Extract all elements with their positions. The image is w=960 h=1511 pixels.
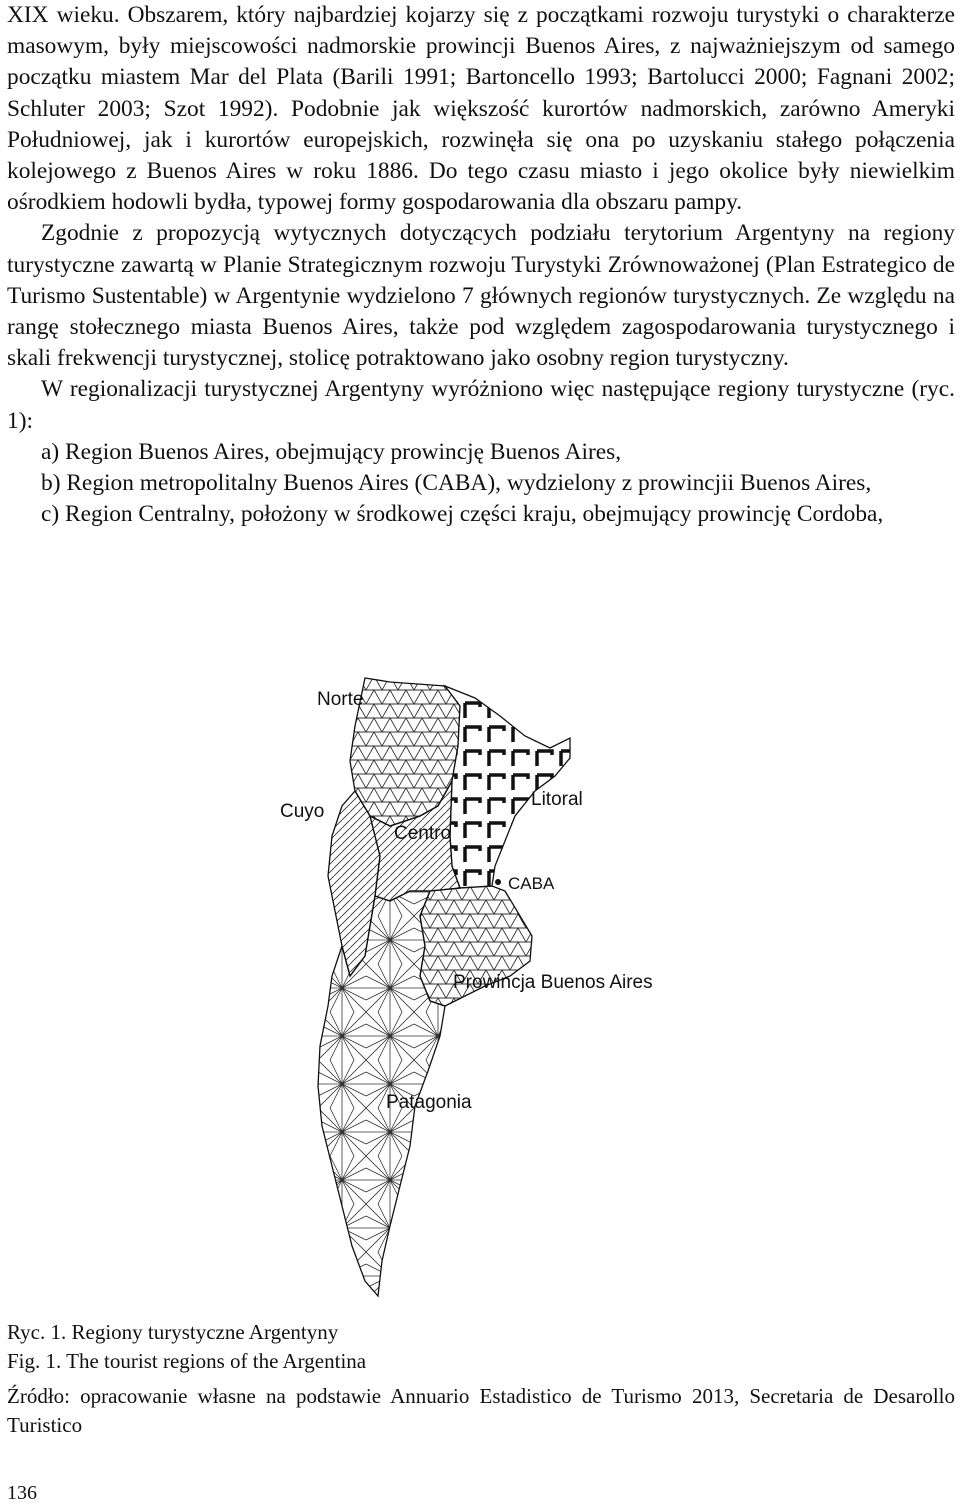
caba-marker bbox=[495, 879, 501, 885]
region-litoral bbox=[445, 686, 570, 888]
figure-caption-pl: Ryc. 1. Regiony turystyczne Argentyny bbox=[7, 1320, 339, 1344]
paragraph-1: XIX wieku. Obszarem, który najbardziej kojarzy się z początkami rozwoju turystyki o charakterze masowym, były miejscowości nadmorskie prowincji Buenos Aires, z najważniejszym od samego początku miastem Mar del Plata (Barili 1991; Bartoncello 1993; Bartolucci 2000; Fagnani 2002; Schluter 2003; Szot 1992). Podobnie jak większość kurortów nadmorskich, zarówno Ameryki Południowej, jak i kurortów europejskich, rozwinęła się ona po uzyskaniu stałego połączenia kolejowego z Buenos Aires w roku 1886. Do tego czasu miasto i jego okolice były niewielkim ośrodkiem hodowli bydła, typowej formy gospodarowania dla obszaru pampy. bbox=[7, 2, 955, 216]
label-buenos-aires: Prowincja Buenos Aires bbox=[453, 972, 653, 993]
list-item: a) Region Buenos Aires, obejmujący prowincję Buenos Aires, bbox=[41, 438, 622, 465]
argentina-regions-map bbox=[270, 676, 710, 1316]
page-number: 136 bbox=[7, 1482, 37, 1504]
label-litoral: Litoral bbox=[531, 789, 583, 810]
label-centro: Centro bbox=[394, 823, 452, 844]
region-list bbox=[7, 437, 955, 531]
label-norte: Norte bbox=[317, 689, 364, 710]
label-caba: CABA bbox=[508, 874, 555, 893]
map-svg bbox=[270, 676, 710, 1316]
paragraph-3: W regionalizacji turystycznej Argentyny wyróżniono więc następujące regiony turystyczne (ryc. 1): bbox=[7, 376, 955, 434]
paragraph-2: Zgodnie z propozycją wytycznych dotyczących podziału terytorium Argentyny na regiony turystyczne zawartą w Planie Strategicznym rozwoju Turystyki Zrównoważonej (Plan Estrategico de Turismo Sustentable) w Argentynie wydzielono 7 głównych regionów turystycznych. Ze względu na rangę stołecznego miasta Buenos Aires, także pod względem zagospodarowania turystycznego i skali frekwencji turystycznej, stolicę potraktowano jako osobny region turystyczny. bbox=[7, 220, 955, 372]
body-text bbox=[7, 0, 955, 530]
list-item: c) Region Centralny, położony w środkowej części kraju, obejmujący prowincję Cordoba, bbox=[41, 501, 884, 528]
list-item: b) Region metropolitalny Buenos Aires (CABA), wydzielony z prowincjii Buenos Aires, bbox=[41, 470, 872, 497]
figure-source: Źródło: opracowanie własne na podstawie Annuario Estadistico de Turismo 2013, Secretaria de Desarollo Turistico bbox=[7, 1384, 955, 1437]
label-patagonia: Patagonia bbox=[386, 1092, 472, 1113]
label-cuyo: Cuyo bbox=[280, 801, 325, 822]
figure-caption-en: Fig. 1. The tourist regions of the Argentina bbox=[7, 1349, 367, 1373]
